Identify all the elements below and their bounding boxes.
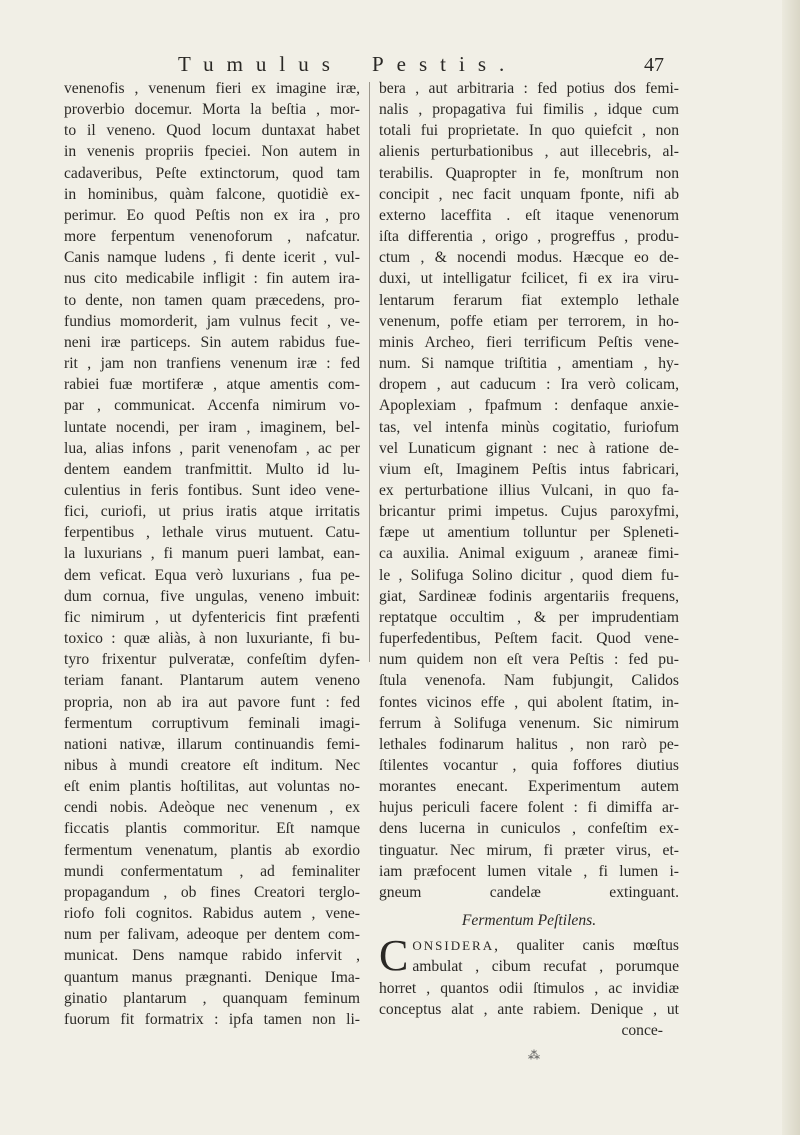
text-line: propria, non ab ira aut pavore funt : fed xyxy=(64,693,360,711)
text-line: dum cornua, five ungulas, veneno imbuit: xyxy=(64,587,360,605)
text-line: ginatio plantarum , quanquam feminum xyxy=(64,989,360,1007)
catchword: conce- xyxy=(621,1021,663,1039)
text-line: culentius in feris fontibus. Sunt ideo vene- xyxy=(64,481,360,499)
text-line: fontes vicinos effe , qui abolent ſtatim, in- xyxy=(379,693,679,711)
text-line: ferrum à Solifuga venenum. Sic nimirum xyxy=(379,714,679,732)
text-line: to il veneno. Quod locum duntaxat habet xyxy=(64,122,360,140)
text-line: ambulat , cibum recufat , porumque xyxy=(412,958,679,976)
text-line: par , communicat. Accenfa nimirum vo- xyxy=(64,397,360,415)
text-line: ctum , & nocendi modus. Hæcque eo de- xyxy=(379,249,679,267)
text-line: dropem , aut caducum : Ira verò colicam, xyxy=(379,376,679,394)
text-line: reptatque occultim , & per imprudentiam xyxy=(379,608,679,626)
text-line: nibus à mundi creatore eſt inditum. Nec xyxy=(64,757,360,774)
text-line-rest: , qualiter canis mœſtus xyxy=(494,937,679,955)
text-line: ſtula venenofa. Nam fubjungit, Calidos xyxy=(379,672,679,690)
text-line: morantes enecant. Experimentum autem xyxy=(379,778,679,796)
text-line: num per falivam, adeoque per dentem com- xyxy=(64,926,360,944)
text-line: nationi nativæ, illarum continuandis femi- xyxy=(64,735,360,753)
text-line: iam præfocent lumen vitale , fi lumen i- xyxy=(379,862,679,880)
text-line: rit , jam non tranfiens venenum iræ : fed xyxy=(64,355,360,373)
section-paragraph xyxy=(379,931,679,1041)
section-subheading: Fermentum Peſtilens. xyxy=(461,912,597,930)
text-line: fici, curiofi, ut prius iratis atque irritatis xyxy=(64,503,360,521)
text-line: vium eſt, Imaginem Peſtis intus fabricari, xyxy=(379,460,679,478)
text-line: rabiei fuæ mortiferæ , atque amentis com- xyxy=(64,376,360,394)
text-line: conceptus alat , ante rabiem. Denique , ut xyxy=(379,1000,679,1018)
text-line: lethales fodinarum halitus , non rarò pe- xyxy=(379,735,679,753)
text-line: la luxurians , fi manum pueri lambat, ean- xyxy=(64,545,360,563)
text-line: fic nimirum , ut dyfentericis fint præfenti xyxy=(64,608,360,626)
footer-mark: ⁂ xyxy=(528,1048,540,1062)
header-title-left: Tumulus xyxy=(178,52,343,76)
text-line: fæpe ut amentium tolluntur per Spleneti- xyxy=(379,524,679,542)
text-line: proverbio docemur. Morta la beſtia , mor- xyxy=(64,101,360,119)
text-line: neni iræ particeps. Sin autem rabidus fue- xyxy=(64,333,360,351)
text-line: ferpentibus , lethale virus mutuent. Catu- xyxy=(64,524,360,542)
text-line: giat, Sardineæ fodinis argentariis frequens, xyxy=(379,587,679,605)
text-line: fuperfedentibus, Peſtem facit. Quod vene- xyxy=(379,630,679,648)
left-column xyxy=(64,78,360,1030)
text-line: riofo foli cognitos. Rabidus autem , vene- xyxy=(64,905,360,923)
text-line: fundius momorderit, jam vulnus fecit , ve- xyxy=(64,312,360,330)
text-line: Canis namque ludens , fi dente icerit , vul- xyxy=(64,249,360,267)
text-line: alienis perturbationibus , aut illecebris, al- xyxy=(379,143,679,161)
right-column xyxy=(379,78,679,1041)
page-number: 47 xyxy=(644,54,664,76)
text-line: dentem eandem tranfmittit. Multo id lu- xyxy=(64,460,360,478)
text-line: cendi nobis. Adeòque nec venenum , ex xyxy=(64,799,360,817)
text-line: duxi, ut intelligatur fcilicet, fi ex ira viru- xyxy=(379,270,679,288)
text-line: quantum manus prægnanti. Denique Ima- xyxy=(64,968,360,986)
text-line: municat. Dens namque rabido infervit , xyxy=(64,947,360,965)
drop-capital: C xyxy=(379,931,409,981)
text-line: num quidem non eſt vera Peſtis : fed pu- xyxy=(379,651,679,669)
text-line: bricantur primi impetus. Cujus paroxyfmi, xyxy=(379,503,679,521)
text-line: venenofis , venenum fieri ex imagine iræ, xyxy=(64,80,360,97)
text-line: luntate nocendi, per iram , imaginem, bel- xyxy=(64,418,360,436)
text-line: nalis , propagativa fui fimilis , idque cum xyxy=(379,101,679,119)
text-line: in hominibus, quàm falcone, quotidiè ex- xyxy=(64,185,360,203)
text-line: nus cito medicabile infligit : fin autem ira- xyxy=(64,270,360,288)
text-line: eſt enim plantis hoſtilitas, aut voluntas no- xyxy=(64,778,360,796)
text-line: more ferpentum venenoforum , nafcatur. xyxy=(64,228,360,246)
text-line: tyro frixentur pulveratæ, confeſtim dyfen- xyxy=(64,651,360,669)
text-line: horret , quantos odii ſtimulos , ac invidiæ xyxy=(379,979,679,997)
text-line: le , Solifuga Solino dicitur , quod diem fu- xyxy=(379,566,679,584)
text-line: cadaveribus, Peſte extinctorum, quod tam xyxy=(64,164,360,182)
text-line: ex perturbatione illius Vulcani, in quo fa- xyxy=(379,481,679,499)
text-line: iſta differentia , origo , progreffus , produ- xyxy=(379,228,679,246)
text-line: lua, alias infons , parit venenofam , ac per xyxy=(64,439,360,457)
text-line: fermentum venenatum, plantis ab exordio xyxy=(64,841,360,859)
text-line: toxico : quæ aliàs, à non luxuriante, fi bu- xyxy=(64,630,360,648)
text-line: ficcatis plantis commoritur. Eſt namque xyxy=(64,820,360,838)
header-title-right: Pestis. xyxy=(372,52,518,76)
text-line: to dente, non tamen quam præcedens, pro- xyxy=(64,291,360,309)
text-line: tinguatur. Nec mirum, fi præter virus, et- xyxy=(379,841,679,859)
right-column-text xyxy=(379,78,679,903)
text-line xyxy=(379,935,679,956)
text-line: venenum, poffe etiam per terrorem, in ho- xyxy=(379,312,679,330)
text-line: mundi confermentatum , ad feminaliter xyxy=(64,862,360,880)
text-line: ca auxilia. Animal exiguum , araneæ fimi- xyxy=(379,545,679,563)
text-line: fermentum corruptivum feminali imagi- xyxy=(64,714,360,732)
text-line: dem veficat. Equa verò luxurians , fua pe- xyxy=(64,566,360,584)
text-line: in venenis propriis fpeciei. Non autem in xyxy=(64,143,360,161)
text-line: ſtilentes vocantur , quia foffores diutius xyxy=(379,757,679,774)
text-line: lentarum ferarum fiat extemplo lethale xyxy=(379,291,679,309)
text-line: fuorum fit formatrix : ipfa tamen non li- xyxy=(64,1010,360,1028)
text-line: hujus periculi facere folent : fi dimiffa ar- xyxy=(379,799,679,817)
page-edge xyxy=(782,0,800,1135)
text-line: teriam fanant. Plantarum autem veneno xyxy=(64,672,360,690)
text-line: minis Archeo, fieri terrificum Peſtis vene- xyxy=(379,333,679,351)
text-line: tas, vel intenfa minùs cogitatio, furiofum xyxy=(379,418,679,436)
text-line: propagandum , ob fines Creatori terglo- xyxy=(64,883,360,901)
text-line: vel Lunaticum gignant : nec à ratione de- xyxy=(379,439,679,457)
column-rule xyxy=(369,82,370,662)
text-line: bera , aut arbitraria : fed potius dos femi- xyxy=(379,80,679,97)
text-line: gneum candelæ extinguant. xyxy=(379,883,679,901)
smallcaps-word: ONSIDERA xyxy=(412,938,495,954)
text-line: externo laceffita . eſt itaque venenorum xyxy=(379,206,679,224)
text-line: num. Si namque triſtitia , amentiam , hy- xyxy=(379,355,679,373)
text-line: dens lucerna in cuniculos , confeſtim ex- xyxy=(379,820,679,838)
text-line: Apoplexiam , fpafmum : denfaque anxie- xyxy=(379,397,679,415)
text-line: perimur. Eo quod Peſtis non ex ira , pro xyxy=(64,206,360,224)
text-line: totali fui proprietate. In quo quiefcit , non xyxy=(379,122,679,140)
text-line: terabilis. Quapropter in fe, monſtrum non xyxy=(379,164,679,182)
text-line: concipit , nec facit unquam fponte, nifi ab xyxy=(379,185,679,203)
